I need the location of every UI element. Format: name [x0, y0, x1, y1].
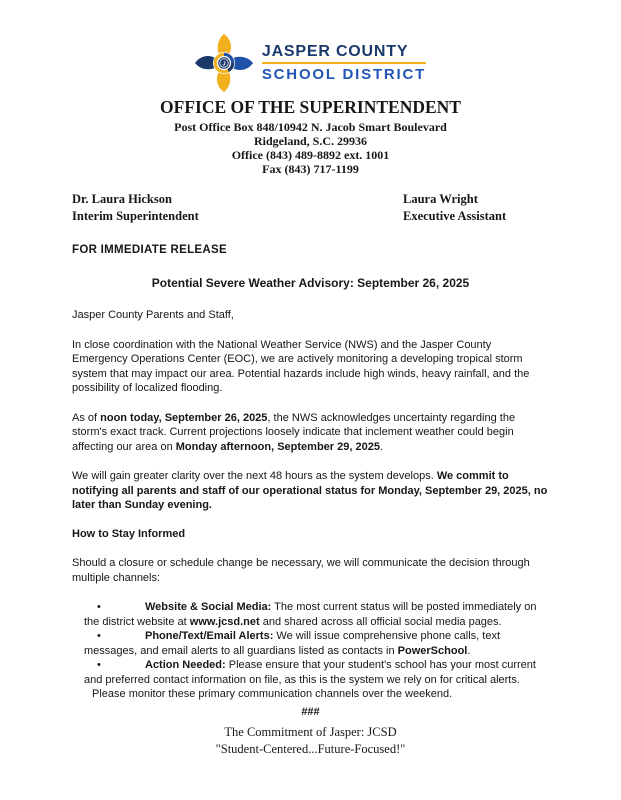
bullet-icon: •: [97, 659, 101, 671]
channels-bullet-list: [84, 600, 549, 687]
address-block: [72, 120, 549, 176]
paragraph-track-uncertainty: As of noon today, September 26, 2025, the NWS acknowledges uncertainty regarding the storm's exact track. Current projections loosely indicate that inclement weather could begin affecting our area on Monday afternoon, September 29, 2025.: [72, 411, 516, 453]
release-line: FOR IMMEDIATE RELEASE: [72, 244, 227, 256]
contact-right-name: Laura Wright: [403, 192, 478, 206]
office-title: OFFICE OF THE SUPERINTENDENT: [160, 97, 461, 117]
contact-names: [72, 191, 549, 225]
paragraph-monitoring: In close coordination with the National Weather Service (NWS) and the Jasper County Emergency Operations Center (EOC), we are actively monitoring a developing tropical storm system that may impact our area. Potential hazards include high winds, heavy rainfall, and the possibility of localized flooding.: [72, 338, 530, 394]
logo-gold-rule: [262, 62, 426, 64]
footer-commitment-line: The Commitment of Jasper: JCSD: [224, 724, 397, 739]
paragraph-channels-intro: Should a closure or schedule change be necessary, we will communicate the decision through multiple channels:: [72, 557, 530, 584]
paragraph-commitment: We will gain greater clarity over the next 48 hours as the system develops. We commit to notifying all parents and staff of our operational status for Monday, September 29, 2025, no later than Sunday evening.: [72, 470, 548, 511]
salutation: Jasper County Parents and Staff,: [72, 309, 234, 321]
footer-motto-line: "Student-Centered...Future-Focused!": [215, 742, 406, 756]
district-logo: [72, 0, 549, 94]
bullet-icon: •: [97, 601, 101, 613]
advisory-title: Potential Severe Weather Advisory: September 26, 2025: [151, 276, 470, 290]
address-line: Post Office Box 848/10942 N. Jacob Smart Boulevard: [174, 120, 447, 134]
page-footer: [72, 724, 549, 759]
district-name-line1: JASPER COUNTY: [261, 43, 409, 60]
letterhead: [72, 0, 549, 176]
closing-line: Please monitor these primary communication channels over the weekend.: [92, 688, 453, 700]
address-line: Ridgeland, S.C. 29936: [253, 134, 368, 148]
section-heading-stay-informed: How to Stay Informed: [72, 527, 186, 540]
end-mark: ###: [301, 705, 320, 718]
bullet-item: • Phone/Text/Email Alerts: We will issue comprehensive phone calls, text messages, and email alerts to all guardians listed as contacts in PowerSchool.: [84, 630, 500, 657]
contact-left-title: Interim Superintendent: [72, 209, 199, 223]
contact-left-name: Dr. Laura Hickson: [72, 192, 172, 206]
address-line: Office (843) 489-8892 ext. 1001: [231, 148, 390, 162]
address-line: Fax (843) 717-1199: [262, 162, 359, 176]
bullet-item: • Action Needed: Please ensure that your student's school has your most current and preferred contact information on file, as this is the system we rely on for critical alerts.: [84, 659, 536, 686]
contact-right: [403, 191, 549, 225]
contact-right-title: Executive Assistant: [403, 209, 507, 223]
contact-left: [72, 191, 403, 225]
district-logo-text: [262, 43, 426, 83]
bullet-item: • Website & Social Media: The most current status will be posted immediately on the district website at www.jcsd.net and shared across all official social media pages.: [84, 601, 537, 628]
district-name-line2: SCHOOL DISTRICT: [261, 66, 427, 83]
bullet-icon: •: [97, 630, 101, 642]
svg-text:J: J: [222, 61, 226, 68]
jcsd-compass-logo-icon: [195, 32, 253, 94]
